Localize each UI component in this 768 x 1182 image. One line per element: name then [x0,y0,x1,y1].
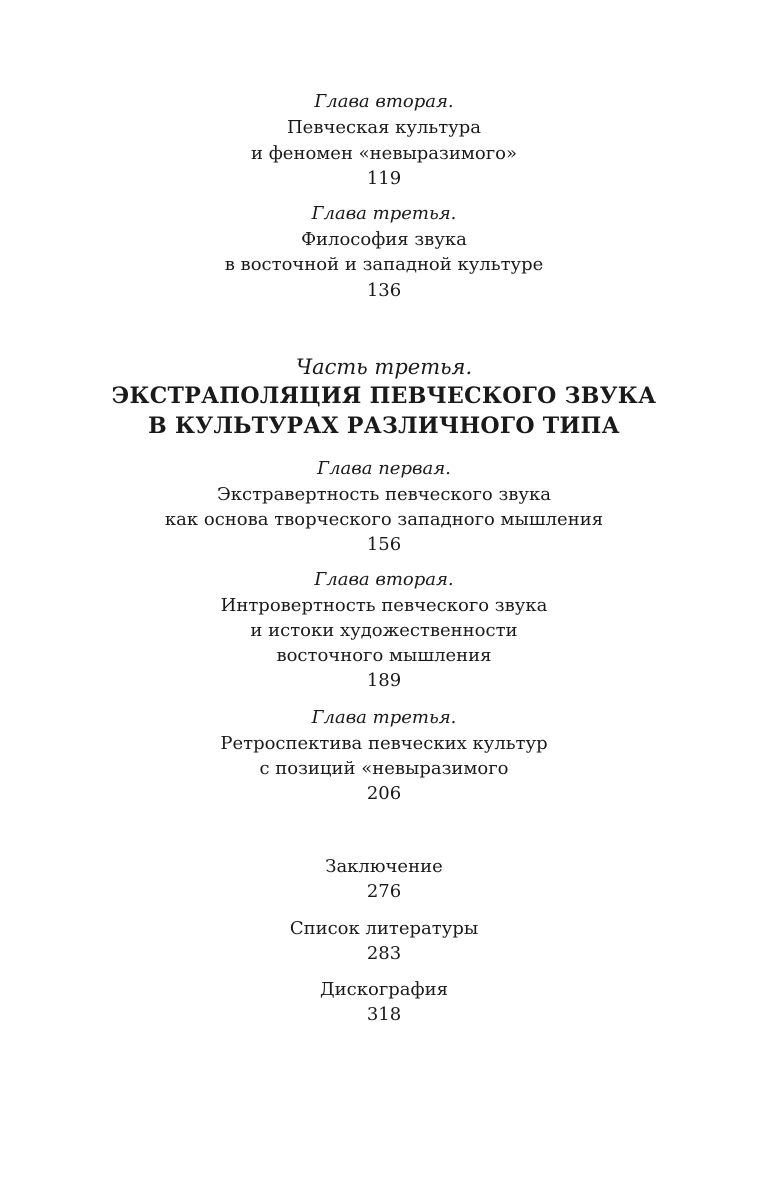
chapter-label: Глава вторая. [314,91,454,112]
page-number: 136 [366,280,402,301]
discography-label: Дискография [320,979,448,1000]
conclusion-label: Заключение [325,856,443,877]
chapter-title: Философия звука [301,229,467,250]
page-number: 189 [366,670,402,691]
chapter-label: Глава третья. [311,203,457,224]
chapter-title: восточного мышления [276,645,492,666]
page-number: 156 [366,534,402,555]
chapter-label: Глава вторая. [314,569,454,590]
part-title: В КУЛЬТУРАХ РАЗЛИЧНОГО ТИПА [148,413,620,439]
chapter-label: Глава первая. [317,458,451,479]
chapter-title: Экстравертность певческого звука [217,484,551,505]
part-label: Часть третья. [295,355,473,379]
chapter-title: Певческая культура [286,117,482,138]
chapter-title: в восточной и западной культуре [224,254,544,275]
chapter-title: Ретроспектива певческих культур [220,733,548,754]
chapter-title: Интровертность певческого звука [220,595,548,616]
chapter-title: как основа творческого западного мышления [164,509,604,530]
bibliography-label: Список литературы [289,918,479,939]
chapter-label: Глава третья. [311,707,457,728]
chapter-title: и феномен «невыразимого» [251,143,517,164]
page-number: 119 [366,168,402,189]
page-number: 318 [366,1004,402,1025]
page-number: 276 [366,881,402,902]
page-number: 206 [366,783,402,804]
page-number: 283 [366,943,402,964]
chapter-title: и истоки художественности [250,620,518,641]
chapter-title: с позиций «невыразимого [259,758,509,779]
part-title: ЭКСТРАПОЛЯЦИЯ ПЕВЧЕСКОГО ЗВУКА [111,383,657,409]
